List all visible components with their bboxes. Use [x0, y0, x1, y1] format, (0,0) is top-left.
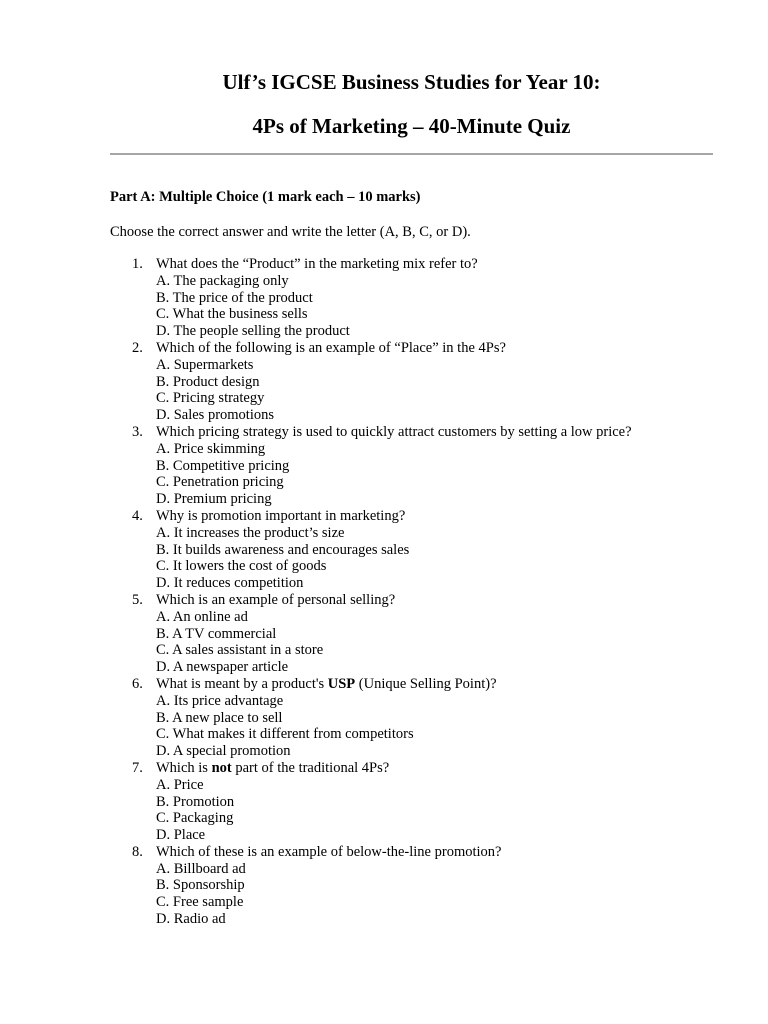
answer-option: A. The packaging only	[156, 272, 289, 289]
question-item	[110, 256, 632, 340]
answer-option: A. Supermarkets	[156, 356, 254, 373]
question-list	[110, 256, 632, 928]
answer-option: B. A new place to sell	[156, 709, 283, 726]
question-text-segment: What is meant by a product's	[156, 675, 328, 692]
answer-option: B. A TV commercial	[156, 625, 277, 642]
answer-option: A. An online ad	[156, 608, 248, 625]
question-text	[156, 508, 632, 525]
answer-option: C. It lowers the cost of goods	[156, 558, 327, 575]
answer-option: B. Promotion	[156, 793, 235, 810]
answer-option: D. A special promotion	[156, 743, 291, 760]
question-text-emphasis: USP	[327, 675, 356, 692]
question-item	[110, 760, 632, 844]
answer-option: D. Sales promotions	[156, 407, 275, 424]
question-text	[156, 760, 632, 777]
horizontal-rule	[110, 153, 713, 155]
question-number: 8.	[132, 843, 143, 860]
answer-option: D. A newspaper article	[156, 659, 289, 676]
question-item	[110, 424, 632, 508]
answer-option: B. Sponsorship	[156, 877, 245, 894]
question-item	[110, 340, 632, 424]
question-number: 6.	[132, 675, 143, 692]
answer-option: B. The price of the product	[156, 289, 313, 306]
document-title-line-2: 4Ps of Marketing – 40-Minute Quiz	[252, 114, 571, 138]
question-text-segment: Why is promotion important in marketing?	[156, 507, 406, 524]
answer-option: C. Packaging	[156, 810, 234, 827]
question-number: 2.	[132, 339, 143, 356]
question-text	[156, 256, 632, 273]
question-text-segment: Which of these is an example of below-the-line promotion?	[156, 843, 502, 860]
answer-option: C. What the business sells	[156, 306, 308, 323]
question-text-segment: part of the traditional 4Ps?	[231, 759, 390, 776]
question-number: 1.	[132, 256, 143, 272]
question-item	[110, 844, 632, 928]
question-text-segment: Which of the following is an example of “Place” in the 4Ps?	[156, 339, 506, 356]
question-number: 4.	[132, 507, 143, 524]
question-number: 7.	[132, 759, 143, 776]
answer-option: C. A sales assistant in a store	[156, 642, 324, 659]
answer-option: A. It increases the product’s size	[156, 524, 345, 541]
answer-option: A. Price skimming	[156, 440, 266, 457]
answer-option: A. Its price advantage	[156, 692, 284, 709]
question-item	[110, 508, 632, 592]
answer-option: C. Penetration pricing	[156, 474, 284, 491]
question-number: 5.	[132, 591, 143, 608]
question-number: 3.	[132, 423, 143, 440]
answer-option: D. It reduces competition	[156, 575, 304, 592]
question-text-segment: Which pricing strategy is used to quickly attract customers by setting a low price?	[156, 423, 632, 440]
question-text-segment: Which is an example of personal selling?	[156, 591, 396, 608]
part-a-instructions: Choose the correct answer and write the letter (A, B, C, or D).	[110, 224, 471, 240]
question-item	[110, 676, 632, 760]
question-text	[156, 844, 632, 861]
question-text	[156, 592, 632, 609]
answer-option: D. The people selling the product	[156, 323, 350, 340]
answer-option: D. Premium pricing	[156, 491, 272, 508]
answer-option: C. Free sample	[156, 894, 244, 911]
answer-option: C. What makes it different from competitors	[156, 726, 414, 743]
answer-option: A. Price	[156, 776, 204, 793]
answer-option: B. Product design	[156, 373, 260, 390]
question-text	[156, 340, 632, 357]
answer-option: C. Pricing strategy	[156, 390, 265, 407]
question-text	[156, 424, 632, 441]
question-text-segment: What does the “Product” in the marketing mix refer to?	[156, 256, 478, 272]
part-a-heading: Part A: Multiple Choice (1 mark each – 10 marks)	[110, 189, 421, 205]
answer-option: D. Radio ad	[156, 911, 226, 928]
document-title-line-1: Ulf’s IGCSE Business Studies for Year 10:	[222, 70, 601, 94]
answer-option: B. Competitive pricing	[156, 457, 290, 474]
question-text-segment: Which is	[156, 759, 212, 776]
question-item	[110, 592, 632, 676]
question-text	[156, 676, 632, 693]
answer-option: A. Billboard ad	[156, 860, 246, 877]
question-text-segment: (Unique Selling Point)?	[355, 675, 497, 692]
question-text-emphasis: not	[211, 759, 232, 776]
answer-option: D. Place	[156, 827, 206, 844]
answer-option: B. It builds awareness and encourages sales	[156, 541, 410, 558]
